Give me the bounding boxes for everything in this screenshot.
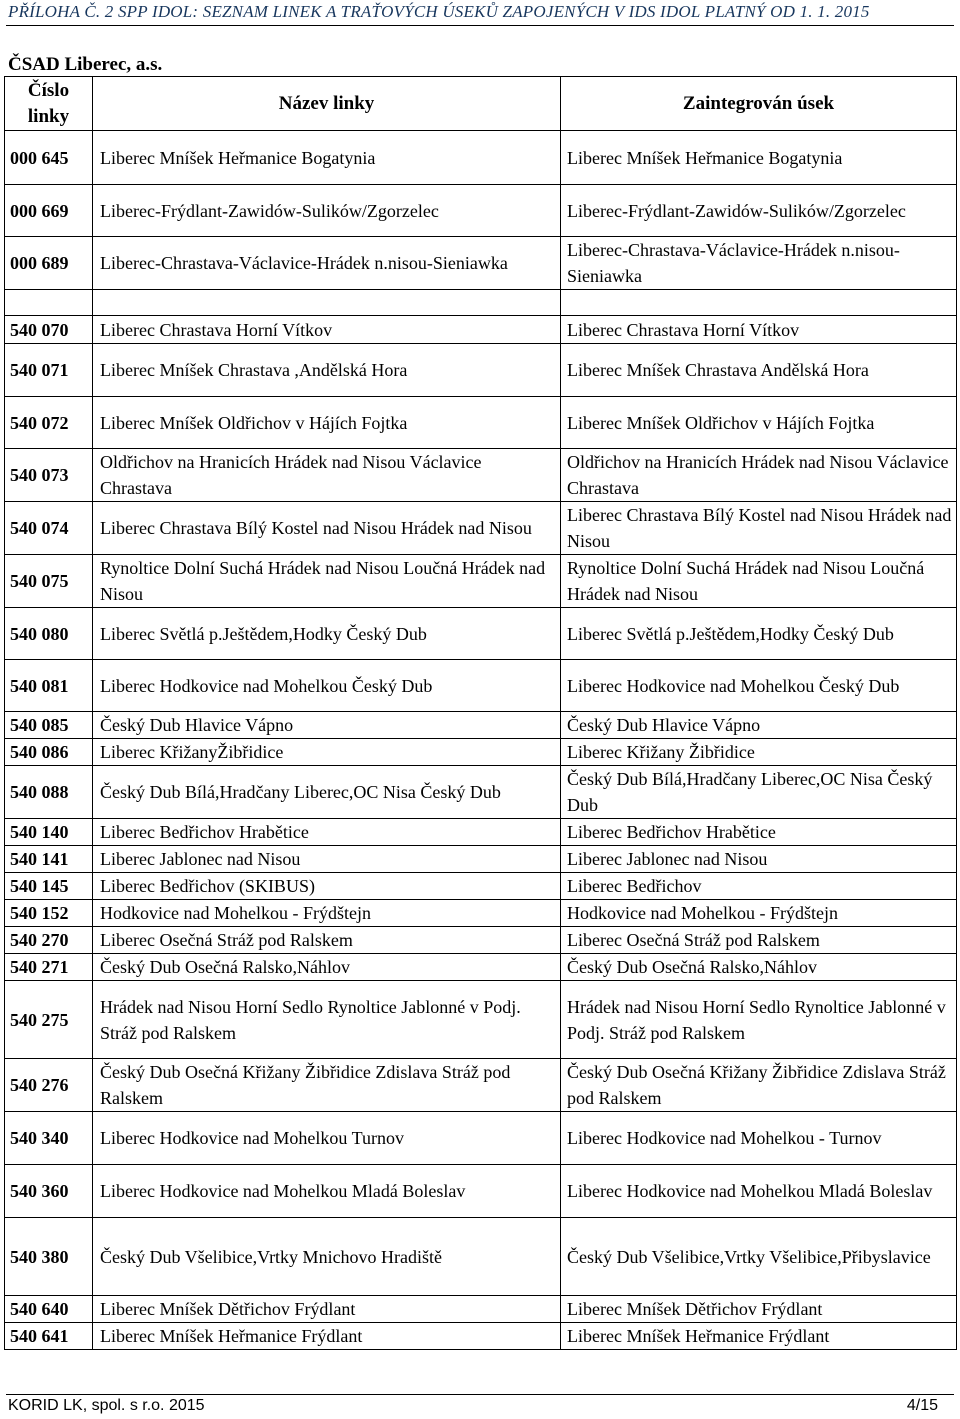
line-number: 540 640 [5, 1296, 93, 1323]
line-number: 540 071 [5, 344, 93, 397]
integrated-section: Liberec Bedřichov [561, 873, 957, 900]
line-name: Liberec Světlá p.Ještědem,Hodky Český Dub [93, 608, 561, 660]
integrated-section: Liberec Světlá p.Ještědem,Hodky Český Dub [561, 608, 957, 660]
integrated-section: Hrádek nad Nisou Horní Sedlo Rynoltice Jablonné v Podj. Stráž pod Ralskem [561, 981, 957, 1059]
line-number: 540 145 [5, 873, 93, 900]
line-number: 540 088 [5, 766, 93, 819]
line-number: 540 085 [5, 712, 93, 739]
line-name: Hrádek nad Nisou Horní Sedlo Rynoltice Jablonné v Podj. Stráž pod Ralskem [93, 981, 561, 1059]
table-row [5, 1059, 957, 1112]
table-row [5, 712, 957, 739]
table-row [5, 449, 957, 502]
table-row [5, 344, 957, 397]
line-number: 540 072 [5, 397, 93, 449]
table-row [5, 1218, 957, 1296]
footer-publisher: KORID LK, spol. s r.o. 2015 [8, 1397, 205, 1414]
table-row [5, 397, 957, 449]
integrated-section: Liberec-Frýdlant-Zawidów-Sulików/Zgorzelec [561, 185, 957, 237]
table-row [5, 608, 957, 660]
line-number: 000 645 [5, 131, 93, 185]
line-name: Liberec Chrastava Horní Vítkov [93, 316, 561, 344]
line-name: Liberec KřižanyŽibřidice [93, 739, 561, 766]
table-row [5, 502, 957, 555]
integrated-section: Český Dub Osečná Křižany Žibřidice Zdislava Stráž pod Ralskem [561, 1059, 957, 1112]
line-name: Český Dub Osečná Ralsko,Náhlov [93, 954, 561, 981]
line-name: Hodkovice nad Mohelkou - Frýdštejn [93, 900, 561, 927]
integrated-section: Český Dub Všelibice,Vrtky Všelibice,Přibyslavice [561, 1218, 957, 1296]
column-header-number: Číslo linky [5, 77, 93, 131]
line-number: 540 152 [5, 900, 93, 927]
line-name: Rynoltice Dolní Suchá Hrádek nad Nisou Loučná Hrádek nad Nisou [93, 555, 561, 608]
line-name: Liberec Hodkovice nad Mohelkou Turnov [93, 1112, 561, 1165]
integrated-section: Liberec Bedřichov Hrabětice [561, 819, 957, 846]
integrated-section: Liberec Hodkovice nad Mohelkou Mladá Boleslav [561, 1165, 957, 1218]
line-name: Liberec Mníšek Heřmanice Bogatynia [93, 131, 561, 185]
page-number: 4/15 [906, 1397, 938, 1414]
line-name: Liberec Chrastava Bílý Kostel nad Nisou Hrádek nad Nisou [93, 502, 561, 555]
line-number: 540 141 [5, 846, 93, 873]
line-name: Liberec Hodkovice nad Mohelkou Český Dub [93, 660, 561, 712]
lines-table [4, 76, 957, 1350]
integrated-section: Oldřichov na Hranicích Hrádek nad Nisou Václavice Chrastava [561, 449, 957, 502]
integrated-section: Liberec Křižany Žibřidice [561, 739, 957, 766]
line-number: 540 080 [5, 608, 93, 660]
table-row [5, 290, 957, 316]
integrated-section: Český Dub Hlavice Vápno [561, 712, 957, 739]
line-name: Český Dub Bílá,Hradčany Liberec,OC Nisa Český Dub [93, 766, 561, 819]
footer-rule [6, 1394, 954, 1395]
table-header-row [5, 77, 957, 131]
line-name: Český Dub Všelibice,Vrtky Mnichovo Hradiště [93, 1218, 561, 1296]
table-row [5, 1165, 957, 1218]
line-name: Liberec-Chrastava-Václavice-Hrádek n.nisou-Sieniawka [93, 237, 561, 290]
line-name: Liberec Bedřichov Hrabětice [93, 819, 561, 846]
integrated-section: Liberec Mníšek Heřmanice Frýdlant [561, 1323, 957, 1350]
column-header-integrated-section: Zaintegrován úsek [561, 77, 957, 131]
line-name: Liberec Bedřichov (SKIBUS) [93, 873, 561, 900]
line-number: 540 270 [5, 927, 93, 954]
line-number: 540 070 [5, 316, 93, 344]
line-number: 540 086 [5, 739, 93, 766]
line-number: 540 081 [5, 660, 93, 712]
integrated-section: Hodkovice nad Mohelkou - Frýdštejn [561, 900, 957, 927]
line-number: 540 074 [5, 502, 93, 555]
table-row [5, 185, 957, 237]
line-name: Liberec Hodkovice nad Mohelkou Mladá Boleslav [93, 1165, 561, 1218]
table-row [5, 927, 957, 954]
table-row [5, 237, 957, 290]
table-row [5, 981, 957, 1059]
line-number: 000 689 [5, 237, 93, 290]
line-number [5, 290, 93, 316]
table-row [5, 900, 957, 927]
line-number: 540 380 [5, 1218, 93, 1296]
line-number: 540 340 [5, 1112, 93, 1165]
company-heading: ČSAD Liberec, a.s. [8, 54, 163, 75]
integrated-section: Český Dub Bílá,Hradčany Liberec,OC Nisa Český Dub [561, 766, 957, 819]
integrated-section: Liberec Hodkovice nad Mohelkou - Turnov [561, 1112, 957, 1165]
line-name: Český Dub Osečná Křižany Žibřidice Zdislava Stráž pod Ralskem [93, 1059, 561, 1112]
integrated-section: Liberec Mníšek Heřmanice Bogatynia [561, 131, 957, 185]
integrated-section: Liberec Mníšek Chrastava Andělská Hora [561, 344, 957, 397]
table-row [5, 954, 957, 981]
running-header: PŘÍLOHA Č. 2 SPP IDOL: SEZNAM LINEK A TRAŤOVÝCH ÚSEKŮ ZAPOJENÝCH V IDS IDOL PLATNÝ OD 1. 1. 2015 [8, 2, 870, 21]
line-name: Liberec Mníšek Oldřichov v Hájích Fojtka [93, 397, 561, 449]
line-number: 540 140 [5, 819, 93, 846]
line-name: Liberec Osečná Stráž pod Ralskem [93, 927, 561, 954]
integrated-section: Liberec Osečná Stráž pod Ralskem [561, 927, 957, 954]
line-name: Oldřichov na Hranicích Hrádek nad Nisou Václavice Chrastava [93, 449, 561, 502]
table-row [5, 316, 957, 344]
table-row [5, 819, 957, 846]
line-number: 540 360 [5, 1165, 93, 1218]
line-name: Liberec Mníšek Heřmanice Frýdlant [93, 1323, 561, 1350]
table-row [5, 660, 957, 712]
integrated-section: Český Dub Osečná Ralsko,Náhlov [561, 954, 957, 981]
line-name: Liberec Mníšek Chrastava ,Andělská Hora [93, 344, 561, 397]
table-row [5, 766, 957, 819]
line-number: 540 276 [5, 1059, 93, 1112]
column-header-name: Název linky [93, 77, 561, 131]
integrated-section: Liberec-Chrastava-Václavice-Hrádek n.nisou-Sieniawka [561, 237, 957, 290]
table-row [5, 1112, 957, 1165]
integrated-section: Liberec Hodkovice nad Mohelkou Český Dub [561, 660, 957, 712]
line-number: 540 073 [5, 449, 93, 502]
header-rule [6, 25, 954, 26]
line-name: Liberec Jablonec nad Nisou [93, 846, 561, 873]
line-name: Český Dub Hlavice Vápno [93, 712, 561, 739]
table-row [5, 1323, 957, 1350]
table-row [5, 846, 957, 873]
integrated-section: Rynoltice Dolní Suchá Hrádek nad Nisou Loučná Hrádek nad Nisou [561, 555, 957, 608]
table-row [5, 131, 957, 185]
integrated-section: Liberec Mníšek Dětřichov Frýdlant [561, 1296, 957, 1323]
line-number: 540 075 [5, 555, 93, 608]
line-number: 000 669 [5, 185, 93, 237]
integrated-section: Liberec Chrastava Bílý Kostel nad Nisou Hrádek nad Nisou [561, 502, 957, 555]
integrated-section: Liberec Jablonec nad Nisou [561, 846, 957, 873]
table-row [5, 873, 957, 900]
integrated-section [561, 290, 957, 316]
table-row [5, 555, 957, 608]
line-number: 540 275 [5, 981, 93, 1059]
line-number: 540 641 [5, 1323, 93, 1350]
integrated-section: Liberec Chrastava Horní Vítkov [561, 316, 957, 344]
line-name: Liberec Mníšek Dětřichov Frýdlant [93, 1296, 561, 1323]
line-name: Liberec-Frýdlant-Zawidów-Sulików/Zgorzelec [93, 185, 561, 237]
table-row [5, 739, 957, 766]
line-name [93, 290, 561, 316]
integrated-section: Liberec Mníšek Oldřichov v Hájích Fojtka [561, 397, 957, 449]
table-row [5, 1296, 957, 1323]
line-number: 540 271 [5, 954, 93, 981]
